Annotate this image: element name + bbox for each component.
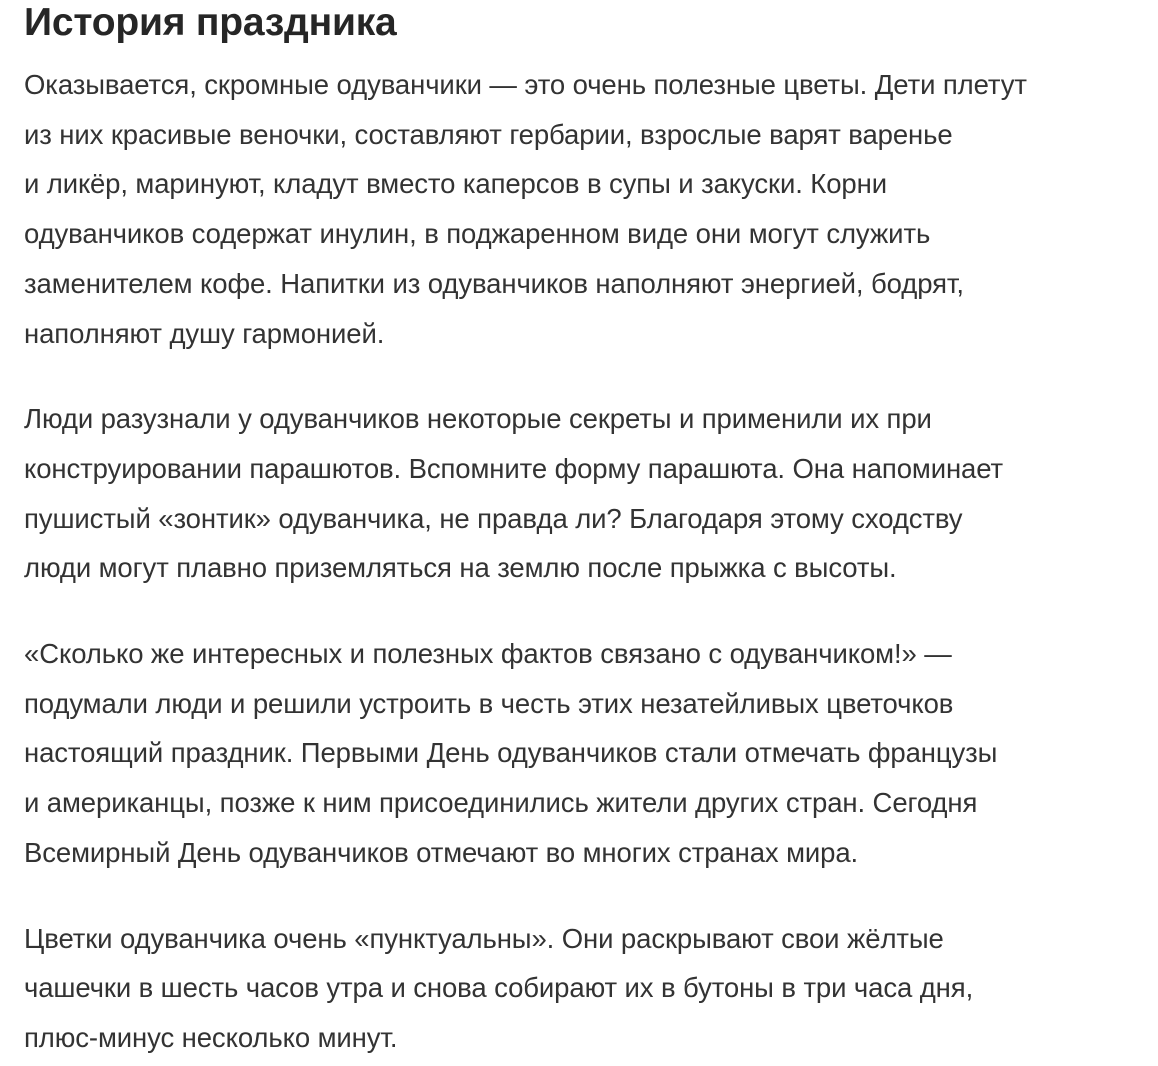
- article-paragraph: [24, 629, 1148, 878]
- article-paragraph: [24, 60, 1148, 358]
- paragraph-line: одуванчиков содержат инулин, в поджаренном виде они могут служить: [24, 218, 931, 250]
- paragraph-line: Цветки одуванчика очень «пунктуальны». Они раскрывают свои жёлтые: [24, 922, 944, 954]
- paragraph-line: наполняют душу гармонией.: [24, 317, 385, 349]
- paragraph-line: люди могут плавно приземляться на землю после прыжка с высоты.: [24, 552, 897, 584]
- paragraph-line: чашечки в шесть часов утра и снова собирают их в бутоны в три часа дня,: [24, 972, 974, 1004]
- paragraph-line: из них красивые веночки, составляют гербарии, взрослые варят варенье: [24, 118, 953, 150]
- paragraph-line: Люди разузнали у одуванчиков некоторые секреты и применили их при: [24, 403, 932, 435]
- article-paragraph: [24, 394, 1148, 593]
- paragraph-line: и американцы, позже к ним присоединились жители других стран. Сегодня: [24, 787, 978, 819]
- paragraph-line: «Сколько же интересных и полезных фактов связано с одуванчиком!» —: [24, 638, 952, 670]
- article-paragraph: [24, 914, 1148, 1063]
- paragraph-line: Оказывается, скромные одуванчики — это очень полезные цветы. Дети плетут: [24, 69, 1027, 100]
- paragraph-line: и ликёр, маринуют, кладут вместо каперсов в супы и закуски. Корни: [24, 168, 887, 200]
- article: [24, 0, 1148, 1063]
- article-title: История праздника: [24, 1, 397, 44]
- paragraph-line: плюс-минус несколько минут.: [24, 1021, 398, 1053]
- paragraph-line: конструировании парашютов. Вспомните форму парашюта. Она напоминает: [24, 452, 1004, 484]
- paragraph-line: пушистый «зонтик» одуванчика, не правда ли? Благодаря этому сходству: [24, 502, 963, 534]
- paragraph-line: подумали люди и решили устроить в честь этих незатейливых цветочков: [24, 687, 954, 719]
- paragraph-line: Всемирный День одуванчиков отмечают во многих странах мира.: [24, 836, 859, 868]
- paragraph-line: заменителем кофе. Напитки из одуванчиков наполняют энергией, бодрят,: [24, 267, 964, 299]
- paragraph-line: настоящий праздник. Первыми День одуванчиков стали отмечать французы: [24, 737, 998, 769]
